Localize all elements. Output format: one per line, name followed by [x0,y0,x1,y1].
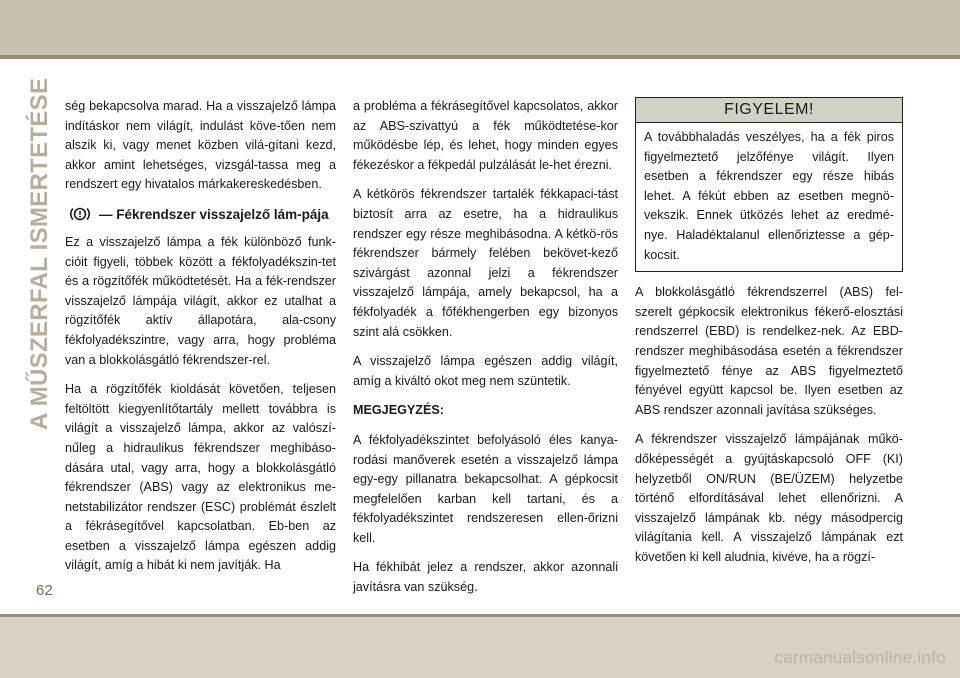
watermark-text: carmanualsonline.info [774,648,946,667]
paragraph: A visszajelző lámpa egészen addig világít, amíg a kiváltó okot meg nem szüntetik. [353,354,618,388]
paragraph: Ha fékhibát jelez a rendszer, akkor azonnali javításra van szükség. [353,560,618,595]
paragraph: Ez a visszajelző lámpa a fék különböző funk-cióit figyeli, többek között a fékfolyadékszin-tet és a rögzítőfék működtetését. Ha a fék-rendszer visszajelző lámpája világít, akkor ez utalhat a rögzítőfék aktív állapotára, ala-csony fékfolyadékszintre, vagy arra, hogy probléma van a blokkolásgátló fékrendszer-rel. [65,234,336,367]
header-rule [0,55,960,59]
column-1 [65,97,336,586]
section-heading [65,205,336,224]
header-band [0,0,960,55]
paragraph: A fékrendszer visszajelző lámpájának műkö-dőképességét a gyújtáskapcsoló OFF (KI) helyzetből ON/RUN (BE/ÜZEM) helyzetbe történő elfordításával lehet ellenőrizni. A visszajelző lámpának kb. négy másodpercig világítania kell. A visszajelző lámpának ezt követően ki kell aludnia, kivéve, ha a rögzí- [635,432,903,564]
paragraph: Ha a rögzítőfék kioldását követően, teljesen feltöltött kiegyenlítőtartály mellett továbbra is világít a visszajelző lámpa, akkor az valószí-nűleg a hidraulikus fékrendszer meghibáso-dására utal, vagy arra, hogy a blokkolásgátló fékrendszer (ABS) vagy az elektronikus me-netstabilizátor rendszer (ESC) problémát észlelt a fékrásegítővel kapcsolatban. Eb-ben az esetben a visszajelző lámpa egészen addig világít, amíg a hibát ki nem javítják. Ha [65,382,336,573]
note-heading: MEGJEGYZÉS: [353,403,444,418]
chapter-title-text: A MŰSZERFAL ISMERTETÉSE [26,77,53,430]
column-2 [353,97,618,608]
warning-body: A továbbhaladás veszélyes, ha a fék piros figyelmeztető jelzőfénye világít. Ilyen esetben a fékrendszer egy része hibás lehet. A fékút ebben az esetben megnö-vekszik. Ennek ütközés lehet az eredmé-nye. Haladéktalanul ellenőriztesse a gép-kocsit. [644,130,894,262]
note-body: A fékfolyadékszintet befolyásoló éles kanya-rodási manőverek esetén a visszajelző lámpa egy-egy pillanatra bekapcsolhat. A gépkocsit megfelelően karban kell tartani, és a fékfolyadékszintet rendszeresen ellen-őrizni kell. [353,432,618,545]
paragraph: ség bekapcsolva marad. Ha a visszajelző lámpa indításkor nem világít, indulást köve-tően nem alszik ki, vagy menet közben vilá-gítani kezd, akkor amint lehetséges, vizsgál-tassa meg a rendszert egy hivatalos márkakereskedésben. [65,99,336,192]
section-heading-text: — Fékrendszer visszajelző lám-pája [99,206,329,222]
brake-warning-icon [65,206,95,222]
paragraph: A blokkolásgátló fékrendszerrel (ABS) fel-szerelt gépkocsik elektronikus fékerő-elosztási rendszerrel (EBD) is rendelkez-nek. Az EBD-rendszer meghibásodása esetén a fékrendszer figyelmeztető fénye az ABS figyelmeztető fényével együtt kapcsol be. Ilyen esetben az ABS rendszer azonnali javítása szükséges. [635,285,903,417]
column-3 [635,97,903,577]
warning-box [635,97,903,272]
paragraph: a probléma a fékrásegítővel kapcsolatos, akkor az ABS-szivattyú a fék működtetése-kor működésbe lép, és lehet, hogy minden egyes fékezéskor a fékpedál pulzálását le-het érezni. [353,99,618,172]
page-number: 62 [36,582,53,599]
warning-title: FIGYELEM! [636,98,902,123]
paragraph: A kétkörös fékrendszer tartalék fékkapaci-tást biztosít arra az esetre, ha a hidraulikus rendszer egy része meghibásodna. A kétkö-rös fékrendszer bármely felében bekövet-kező szivárgást azonnal jelzi a fékrendszer visszajelző lámpája, amely bekapcsol, ha a fékfolyadék a főfékhengerben egy bizonyos szint alá csökken. [353,187,618,339]
